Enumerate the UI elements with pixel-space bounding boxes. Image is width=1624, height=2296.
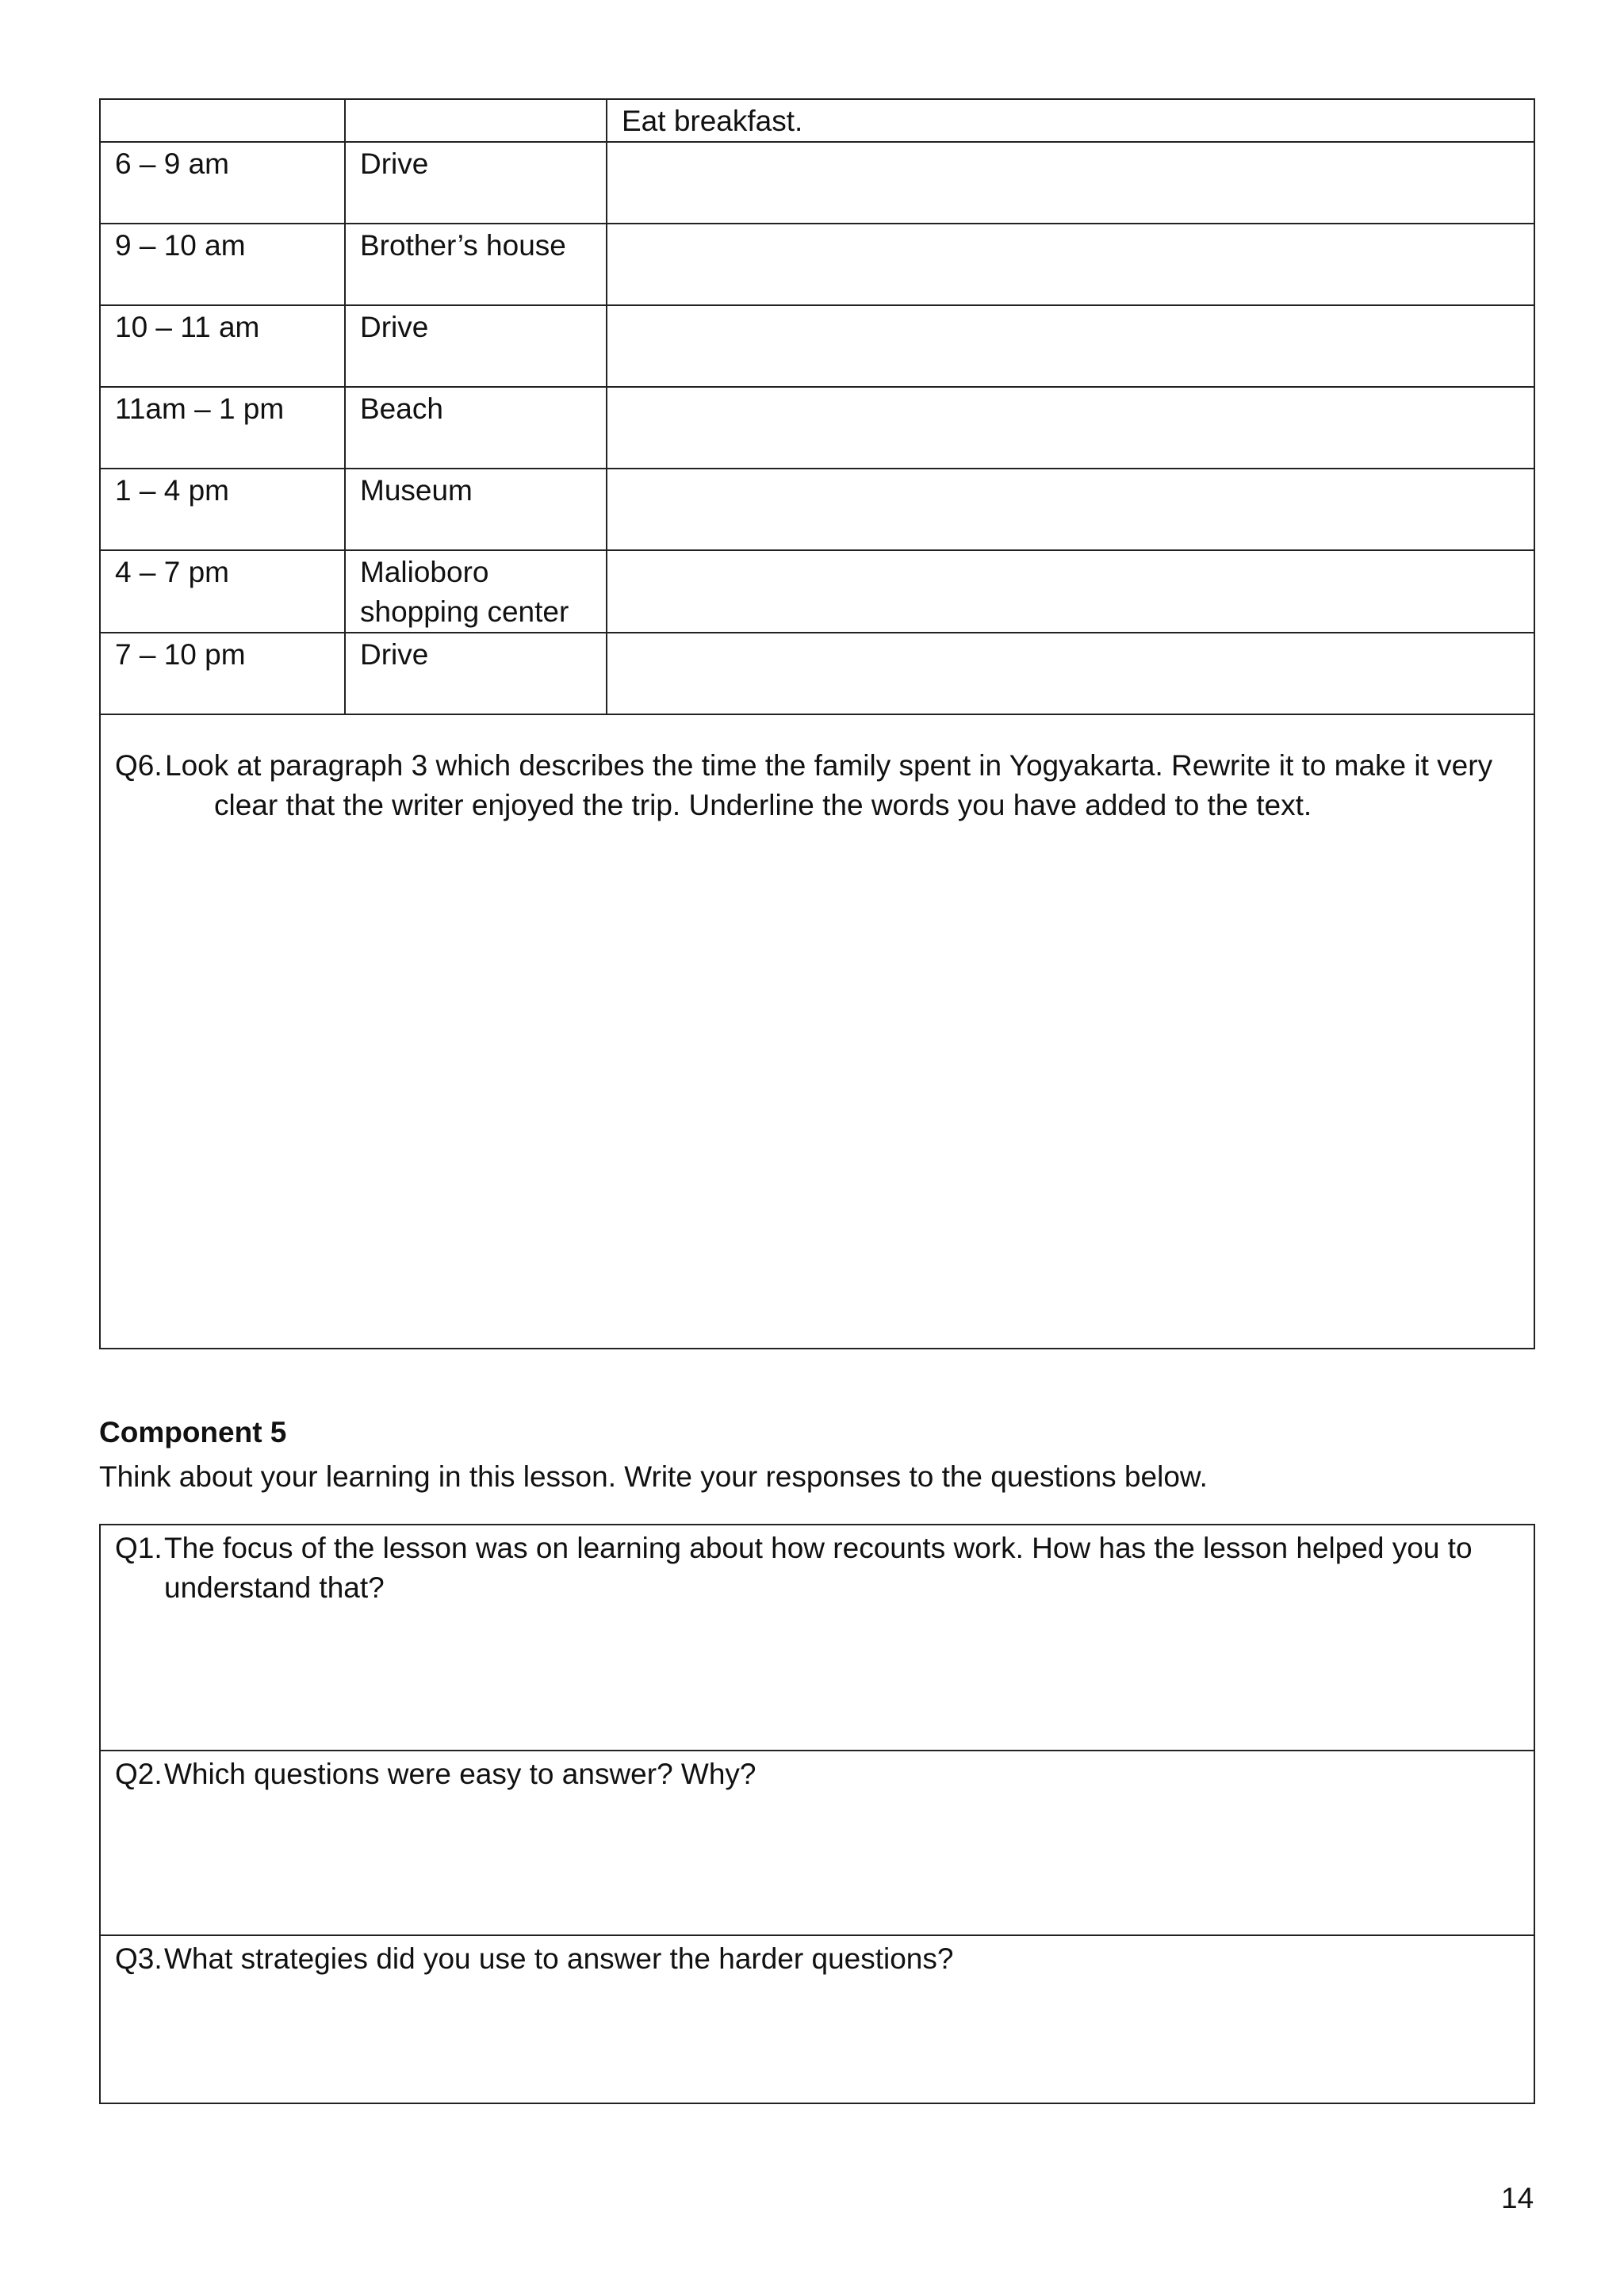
- question-cell[interactable]: [100, 1935, 1534, 2103]
- question-cell[interactable]: [100, 1525, 1534, 1751]
- question-number: Q3.: [115, 1942, 163, 1975]
- q6-question: [115, 746, 1495, 825]
- question-cell[interactable]: [100, 1751, 1534, 1935]
- activity-cell[interactable]: [607, 550, 1534, 633]
- place-cell: Museum: [345, 469, 607, 550]
- activity-cell[interactable]: [607, 633, 1534, 714]
- place-cell: Drive: [345, 633, 607, 714]
- page-number: 14: [1501, 2182, 1534, 2214]
- place-cell: Malioboro shopping center: [345, 550, 607, 633]
- q6-answer-box[interactable]: [99, 713, 1535, 1349]
- question-text: The focus of the lesson was on learning about how recounts work. How has the lesson helped you to understand that?: [164, 1532, 1473, 1604]
- time-cell: 10 – 11 am: [100, 305, 345, 387]
- place-cell: Drive: [345, 142, 607, 224]
- table-row: [100, 469, 1534, 550]
- time-cell: 6 – 9 am: [100, 142, 345, 224]
- place-cell: Brother’s house: [345, 224, 607, 305]
- table-row: [100, 305, 1534, 387]
- table-row[interactable]: [100, 1751, 1534, 1935]
- activity-cell[interactable]: [607, 305, 1534, 387]
- time-cell: [100, 99, 345, 142]
- section-intro: Think about your learning in this lesson. Write your responses to the questions below.: [99, 1460, 1208, 1493]
- question-number: Q6.: [115, 749, 163, 782]
- activity-cell[interactable]: Eat breakfast.: [607, 99, 1534, 142]
- question-text: What strategies did you use to answer the harder questions?: [164, 1942, 954, 1975]
- schedule-table: [99, 98, 1535, 715]
- activity-cell[interactable]: [607, 387, 1534, 469]
- table-row: [100, 387, 1534, 469]
- table-row[interactable]: [100, 1935, 1534, 2103]
- place-cell: Beach: [345, 387, 607, 469]
- table-row: [100, 224, 1534, 305]
- table-row: [100, 99, 1534, 142]
- time-cell: 11am – 1 pm: [100, 387, 345, 469]
- question-number: Q2.: [115, 1758, 163, 1790]
- time-cell: 9 – 10 am: [100, 224, 345, 305]
- time-cell: 7 – 10 pm: [100, 633, 345, 714]
- time-cell: 1 – 4 pm: [100, 469, 345, 550]
- table-row: [100, 142, 1534, 224]
- place-cell: Drive: [345, 305, 607, 387]
- question-number: Q1.: [115, 1532, 163, 1564]
- section-heading: Component 5: [99, 1416, 287, 1448]
- table-row: [100, 550, 1534, 633]
- activity-cell[interactable]: [607, 224, 1534, 305]
- table-row: [100, 633, 1534, 714]
- place-cell: [345, 99, 607, 142]
- reflection-table: [99, 1524, 1535, 2104]
- question-text: Which questions were easy to answer? Why?: [164, 1758, 756, 1790]
- time-cell: 4 – 7 pm: [100, 550, 345, 633]
- question-text: Look at paragraph 3 which describes the time the family spent in Yogyakarta. Rewrite it to make it very clear that the writer enjoyed the trip. Underline the words you have added to the text.: [165, 749, 1493, 821]
- activity-cell[interactable]: [607, 142, 1534, 224]
- table-row[interactable]: [100, 1525, 1534, 1751]
- activity-cell[interactable]: [607, 469, 1534, 550]
